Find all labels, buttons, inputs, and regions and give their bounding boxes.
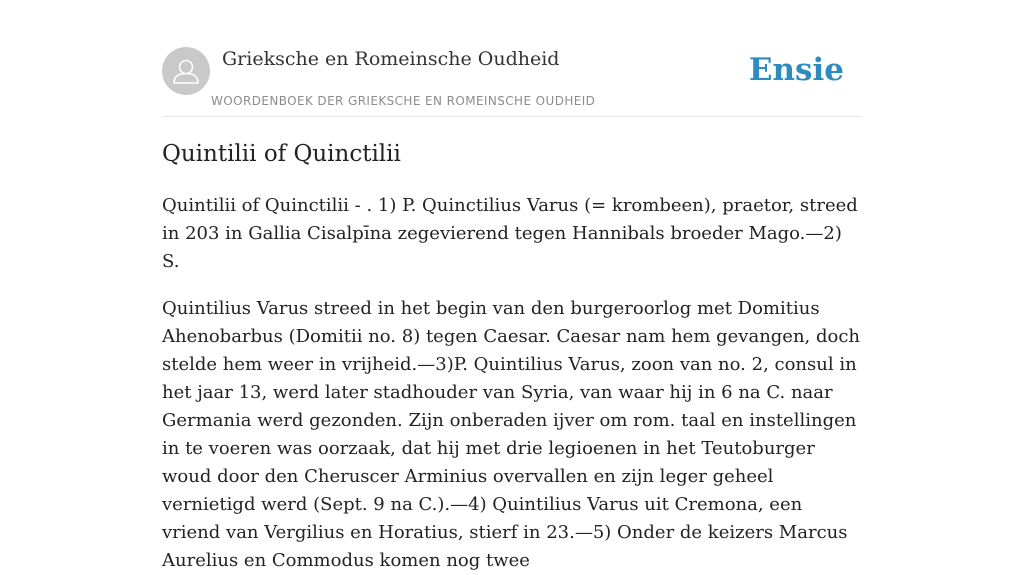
person-icon (162, 47, 210, 95)
site-title[interactable]: Grieksche en Romeinsche Oudheid (222, 48, 560, 70)
entry-paragraph-1: Quintilii of Quinctilii - . 1) P. Quinctilius Varus (= krombeen), praetor, streed in 203 in Gallia Cisalpīna zegevierend tegen Hannibals broeder Mago.—2) S. (162, 195, 858, 272)
site-header (162, 46, 862, 117)
ensie-logo-link[interactable]: Ensie (748, 52, 844, 88)
site-subtitle: WOORDENBOEK DER GRIEKSCHE EN ROMEINSCHE OUDHEID (211, 94, 596, 108)
user-avatar-icon[interactable] (162, 47, 210, 95)
entry-paragraph-2: Quintilius Varus streed in het begin van den burgeroorlog met Domitius Ahenobarbus (Domitii no. 8) tegen Caesar. Caesar nam hem gevangen, doch stelde hem weer in vrijheid.—3)P. Quintilius Varus, zoon van no. 2, consul in het jaar 13, werd later stadhouder van Syria, van waar hij in 6 na C. naar Germania werd gezonden. Zijn onberaden ijver om rom. taal en instellingen in te voeren was oorzaak, dat hij met drie legioenen in het Teutoburger woud door den Cheruscer Arminius overvallen en zijn leger geheel vernietigd werd (Sept. 9 na C.).—4) Quintilius Varus uit Cremona, een vriend van Vergilius en Horatius, stierf in 23.—5) Onder de keizers Marcus Aurelius en Commodus komen nog twee (162, 298, 861, 571)
article (162, 138, 862, 575)
entry-title: Quintilii of Quinctilii (162, 141, 401, 167)
